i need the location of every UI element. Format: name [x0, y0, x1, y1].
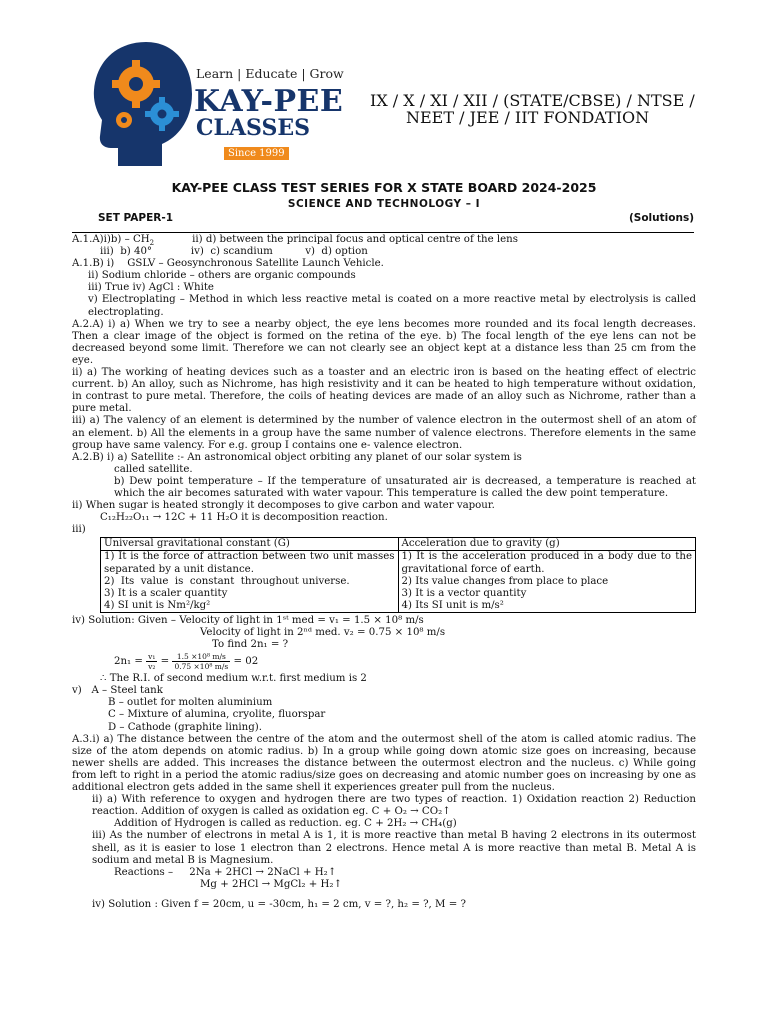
comparison-table [100, 537, 696, 613]
answer-line: A.2.B) i) a) Satellite :- An astronomical object orbiting any planet of our solar system is [72, 451, 522, 463]
answer-line: iv) Solution : Given f = 20cm, u = -30cm, h₁ = 2 cm, v = ?, h₂ = ?, M = ? [92, 898, 466, 910]
answer-line: iii) [72, 524, 86, 536]
answer-para: b) Dew point temperature – If the temperature of unsaturated air is decreased, a temperature is reached at which the air becomes saturated with water vapour. This temperature is called the dew point temperature. [114, 475, 696, 499]
paper-title: KAY-PEE CLASS TEST SERIES FOR X STATE BOARD 2024-2025 [171, 180, 597, 195]
fraction: $\frac{\text{1.5 ×10⁸ m/s}}{\text{0.75 ×10⁸ m/s}}$ [174, 651, 229, 671]
answer-line: v) A – Steel tank [72, 685, 163, 697]
courses-line-1: IX / X / XI / XII / (STATE/CBSE) / NTSE / [370, 91, 695, 110]
header-divider [72, 232, 694, 233]
answer-line: Reactions – 2Na + 2HCl → 2NaCl + H₂↑ [114, 866, 337, 878]
answer-line: B – outlet for molten aluminium [108, 697, 273, 709]
answer-line: C₁₂H₂₂O₁₁ → 12C + 11 H₂O it is decomposition reaction. [100, 512, 388, 524]
answer-line: called satellite. [114, 463, 193, 475]
answer-para: iii) a) The valency of an element is determined by the number of valence electron in the outermost shell of an atom of an element. b) All the elements in a group have the same number of valence electrons. Therefore elements in the same group have same valency. For e.g. group I contains one e- valence electron. [72, 415, 696, 451]
answer-line: Addition of Hydrogen is called as reduction. eg. C + 2H₂ → CH₄(g) [114, 818, 457, 830]
brand-subname: CLASSES [196, 115, 310, 141]
table-row [101, 551, 696, 612]
table-header-cell: Acceleration due to gravity (g) [398, 538, 696, 551]
since-badge: Since 1999 [224, 147, 289, 160]
answer-line: iii) b) 40° iv) c) scandium v) d) option [100, 246, 368, 258]
answer-line: iii) True iv) AgCl : White [88, 282, 214, 294]
answer-line: A.1.B) i) GSLV – Geosynchronous Satellite Launch Vehicle. [72, 258, 384, 270]
answer-line: C – Mixture of alumina, cryolite, fluorspar [108, 709, 326, 721]
answer-para: iii) As the number of electrons in metal A is 1, it is more reactive than metal B having 2 electrons in its outermost shell, as it is easier to lose 1 electron than 2 electrons. Hence metal A is more reactive than metal B. Metal A is sodium and metal B is Magnesium. [92, 830, 696, 866]
answer-line: ∴ The R.I. of second medium w.r.t. first medium is 2 [100, 673, 367, 685]
table-cell: 1) It is the force of attraction between two unit masses separated by a unit distance. 2) Its value is constant throughout universe. 3) It is a scaler quantity 4) SI unit is Nm²/kg² [101, 551, 399, 612]
kay-pee-logo [88, 40, 198, 168]
answer-line: To find 2n₁ = ? [212, 639, 289, 651]
answer-line: Mg + 2HCl → MgCl₂ + H₂↑ [200, 878, 343, 890]
answer-line: iv) Solution: Given – Velocity of light in 1ˢᵗ med = v₁ = 1.5 × 10⁸ m/s [72, 614, 424, 626]
set-label: SET PAPER-1 [98, 212, 174, 224]
answer-line: $A.1.A)i)b) - CH_2$ ii) d) between the principal focus and optical centre of the lens [72, 234, 518, 247]
courses-line-2: NEET / JEE / IIT FONDATION [406, 108, 650, 127]
head-silhouette [94, 42, 192, 166]
formula-line: 2n₁ = $\frac{\text{v₁}}{\text{v₂}}$ = $\frac{\text{1.5 ×10⁸ m/s}}{\text{0.75 ×10⁸ m/s}}$ = 02 [114, 651, 259, 671]
table-cell: 1) It is the acceleration produced in a body due to the gravitational force of earth. 2) Its value changes from place to place 3) It is a vector quantity 4) Its SI unit is m/s² [398, 551, 696, 612]
fraction: $\frac{\text{v₁}}{\text{v₂}}$ [148, 651, 156, 671]
answer-line: Velocity of light in 2ⁿᵈ med. v₂ = 0.75 × 10⁸ m/s [200, 627, 446, 638]
answer-para: A.3.i) a) The distance between the centre of the atom and the outermost shell of the atom is called atomic radius. The size of the atom depends on atomic radius. b) In a group while going down atomic size goes on increasing, because newer shells are added. This increases the distance between the outermost electron and the nucleus. c) While going from left to right in a period the atomic radius/size goes on decreasing and atomic number goes on increasing by one as additional electron gets added in the same shell it experiences greater pull from the nucleus. [72, 733, 696, 794]
table-row [101, 538, 696, 551]
answer-line: ii) Sodium chloride – others are organic compounds [88, 270, 356, 282]
answer-body [72, 234, 696, 911]
paper-subtitle: SCIENCE AND TECHNOLOGY – I [287, 198, 481, 210]
answer-line: ii) When sugar is heated strongly it decomposes to give carbon and water vapour. [72, 500, 495, 512]
answer-para: A.2.A) i) a) When we try to see a nearby object, the eye lens becomes more rounded and its focal length decreases. Then a clear image of the object is formed on the retina of the eye. b) The focal length of the eye lens can not be decreased beyond some limit. Therefore we can not clearly see an object kept at a distance less than 25 cm from the eye. [72, 318, 696, 366]
tagline: Learn | Educate | Grow [196, 66, 344, 81]
answer-para: ii) a) With reference to oxygen and hydrogen there are two types of reaction. 1) Oxidation reaction 2) Reduction reaction. Addition of oxygen is called as oxidation eg. C + O₂ → CO₂↑ [92, 794, 696, 818]
table-header-cell: Universal gravitational constant (G) [101, 538, 399, 551]
small-gear-icon [116, 112, 132, 128]
answer-para: v) Electroplating – Method in which less reactive metal is coated on a more reactive metal by electrolysis is called electroplating. [88, 294, 696, 318]
solutions-label: (Solutions) [628, 212, 694, 224]
answer-line: D – Cathode (graphite lining). [108, 721, 262, 733]
brand-name: KAY-PEE [194, 84, 344, 119]
answer-para: ii) a) The working of heating devices such as a toaster and an electric iron is based on the heating effect of electric current. b) An alloy, such as Nichrome, has high resistivity and it can be heated to high temperature without oxidation, in contrast to pure metal. Therefore, the coils of heating devices are made of an alloy such as Nichrome, rather than a pure metal. [72, 367, 696, 415]
